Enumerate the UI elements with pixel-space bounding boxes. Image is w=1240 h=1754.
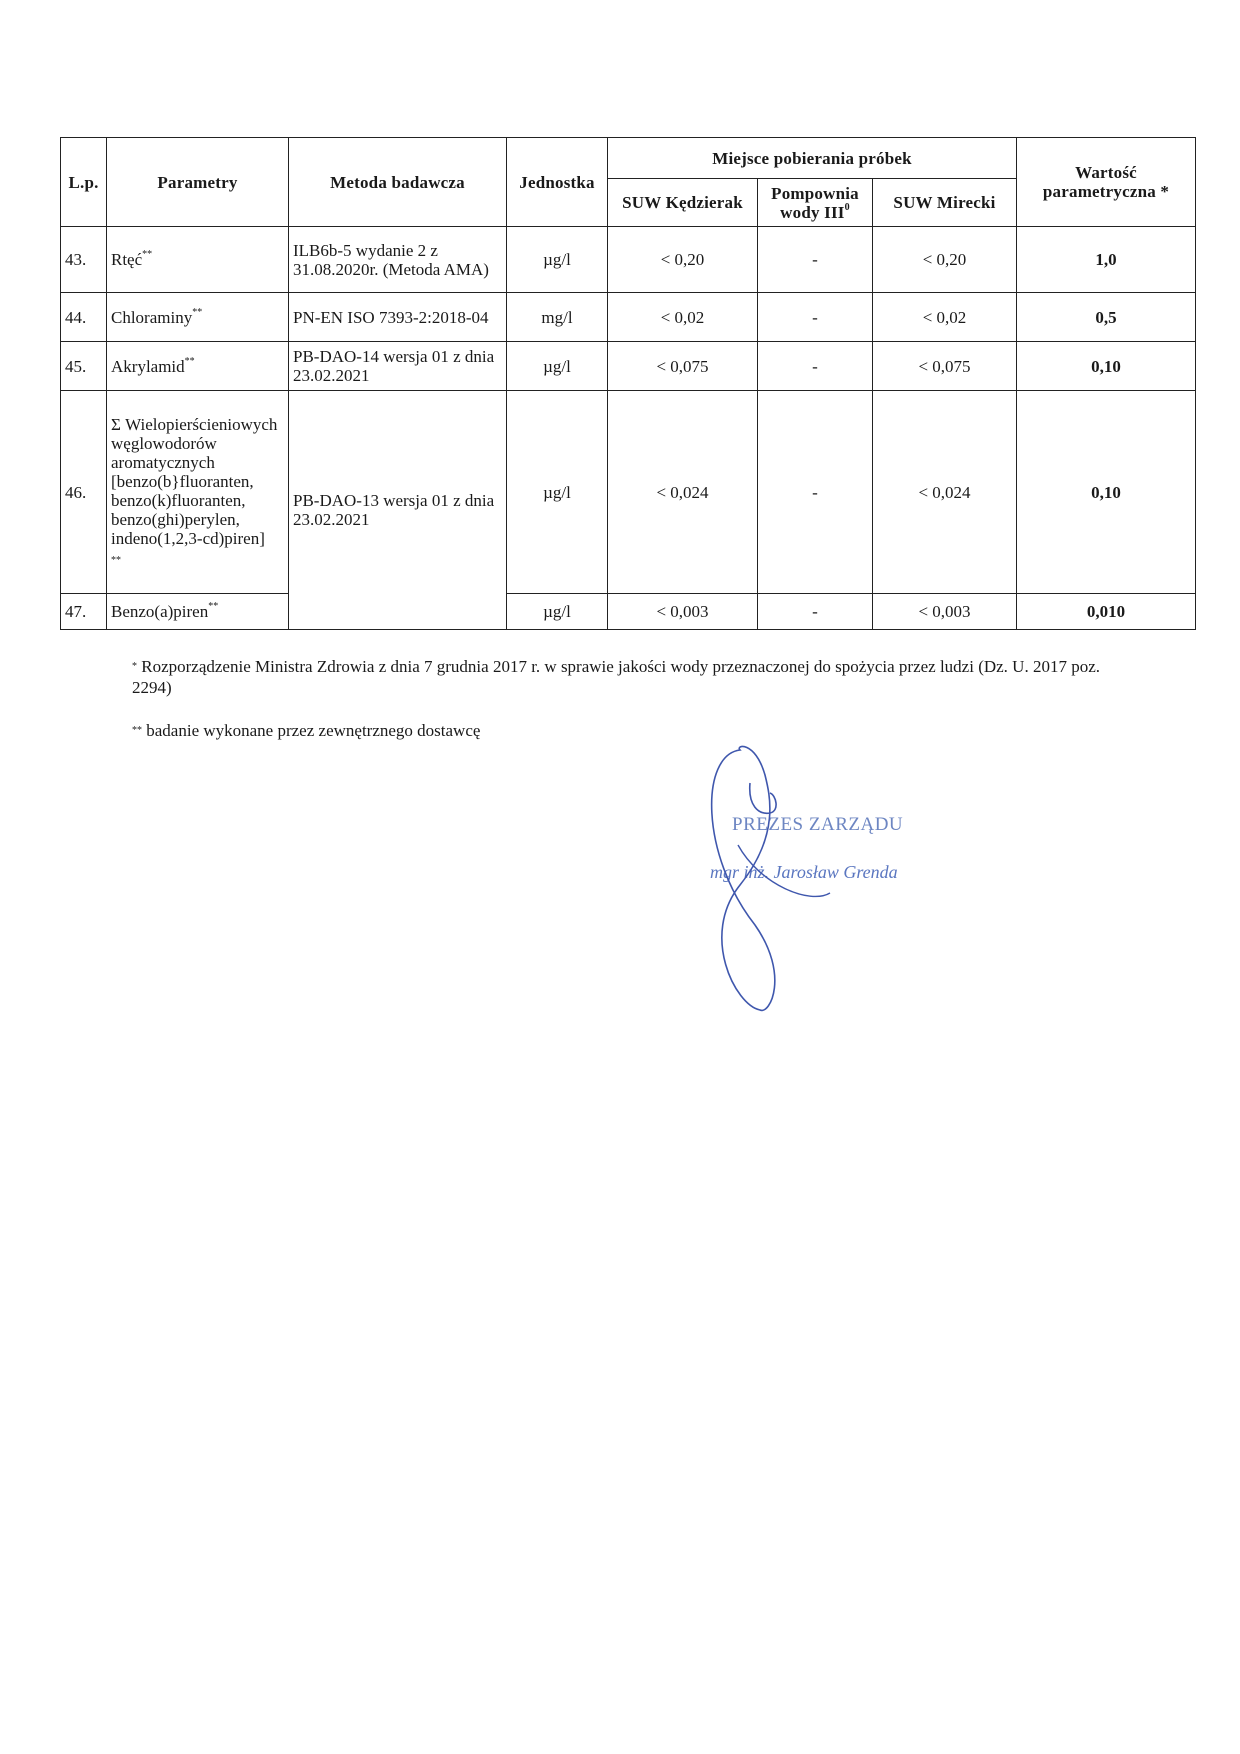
header-site-mirecki: SUW Mirecki — [873, 179, 1017, 227]
site-kedzierak-value: < 0,024 — [608, 391, 758, 594]
footnote-mark: * — [132, 661, 137, 672]
parameter-name: Akrylamid — [111, 356, 185, 376]
parameter-name: Rtęć — [111, 250, 143, 269]
row-number: 46. — [61, 391, 107, 594]
signature-stroke-hook — [750, 783, 776, 813]
parameter-name: Σ Wielopierścieniowych węglowodorów aromatycznych [benzo(b}fluoranten, benzo(k)fluoranten, benzo(ghi)perylen, indeno(1,2,3-cd)piren] — [111, 414, 278, 548]
footnote-external-supplier-text: badanie wykonane przez zewnętrznego dostawcę — [142, 721, 481, 740]
header-site-kedzierak: SUW Kędzierak — [608, 179, 758, 227]
parameter-cell — [107, 342, 289, 391]
unit-cell: µg/l — [507, 594, 608, 630]
footnote-mark: ** — [142, 249, 153, 260]
method-cell: ILB6b-5 wydanie 2 z 31.08.2020r. (Metoda AMA) — [289, 227, 507, 293]
method-cell: PN-EN ISO 7393-2:2018-04 — [289, 293, 507, 342]
header-method: Metoda badawcza — [289, 138, 507, 227]
site-pompownia-value: - — [758, 293, 873, 342]
row-number: 45. — [61, 342, 107, 391]
site-mirecki-value: < 0,024 — [873, 391, 1017, 594]
parameter-cell — [107, 594, 289, 630]
stamp-title: PREZES ZARZĄDU — [732, 814, 904, 835]
header-unit: Jednostka — [507, 138, 608, 227]
unit-cell: mg/l — [507, 293, 608, 342]
parameter-cell — [107, 227, 289, 293]
handwritten-signature — [680, 735, 940, 1015]
site-mirecki-value: < 0,20 — [873, 227, 1017, 293]
footnote-mark: ** — [184, 355, 195, 367]
unit-cell: µg/l — [507, 391, 608, 594]
table-row — [61, 391, 1196, 594]
row-number: 44. — [61, 293, 107, 342]
parameter-name: Benzo(a)piren — [111, 602, 209, 621]
table-row — [61, 594, 1196, 630]
table-row — [61, 293, 1196, 342]
site-pompownia-value: - — [758, 227, 873, 293]
header-site-pompownia-line2: wody III — [780, 202, 845, 222]
unit-cell: µg/l — [507, 342, 608, 391]
parametric-value: 0,10 — [1017, 342, 1196, 391]
site-kedzierak-value: < 0,02 — [608, 293, 758, 342]
site-kedzierak-value: < 0,075 — [608, 342, 758, 391]
header-parametric-value-line2: parametryczna * — [1042, 182, 1170, 201]
parametric-value: 0,5 — [1017, 293, 1196, 342]
site-kedzierak-value: < 0,003 — [608, 594, 758, 630]
degree-superscript: 0 — [844, 201, 850, 213]
header-site-pompownia-line1: Pompownia — [771, 183, 859, 203]
site-mirecki-value: < 0,003 — [873, 594, 1017, 630]
footnote-regulation — [132, 656, 1132, 698]
header-lp: L.p. — [61, 138, 107, 227]
parametric-value: 1,0 — [1017, 227, 1196, 293]
results-table — [60, 137, 1196, 630]
site-kedzierak-value: < 0,20 — [608, 227, 758, 293]
signature-stroke — [712, 746, 775, 1010]
header-sampling-group: Miejsce pobierania próbek — [608, 138, 1017, 179]
site-pompownia-value: - — [758, 391, 873, 594]
footnote-external-supplier — [132, 720, 1132, 741]
method-cell: PB-DAO-14 wersja 01 z dnia 23.02.2021 — [289, 342, 507, 391]
table-row — [61, 342, 1196, 391]
parameter-cell — [107, 391, 289, 594]
footnote-mark: ** — [132, 725, 142, 736]
table-row — [61, 227, 1196, 293]
parametric-value: 0,10 — [1017, 391, 1196, 594]
footnote-mark: ** — [111, 554, 121, 566]
footnote-mark: ** — [192, 306, 203, 318]
footnote-regulation-text: Rozporządzenie Ministra Zdrowia z dnia 7 grudnia 2017 r. w sprawie jakości wody przeznaczonej do spożycia przez ludzi (Dz. U. 2017 poz. 2294) — [132, 657, 1101, 697]
site-mirecki-value: < 0,02 — [873, 293, 1017, 342]
site-pompownia-value: - — [758, 342, 873, 391]
stamp-name: mgr inż. Jarosław Grenda — [710, 862, 898, 882]
row-number: 43. — [61, 227, 107, 293]
row-number: 47. — [61, 594, 107, 630]
footnote-mark: ** — [208, 601, 219, 612]
header-parameters: Parametry — [107, 138, 289, 227]
method-cell: PB-DAO-13 wersja 01 z dnia 23.02.2021 — [289, 391, 507, 630]
header-parametric-value — [1017, 138, 1196, 227]
site-pompownia-value: - — [758, 594, 873, 630]
unit-cell: µg/l — [507, 227, 608, 293]
parametric-value: 0,010 — [1017, 594, 1196, 630]
signature-stroke-tail — [738, 845, 830, 896]
parameter-cell — [107, 293, 289, 342]
footnotes — [132, 656, 1132, 763]
header-site-pompownia — [758, 179, 873, 227]
header-parametric-value-line1: Wartość — [1075, 163, 1137, 182]
parameter-name: Chloraminy — [111, 307, 193, 327]
site-mirecki-value: < 0,075 — [873, 342, 1017, 391]
